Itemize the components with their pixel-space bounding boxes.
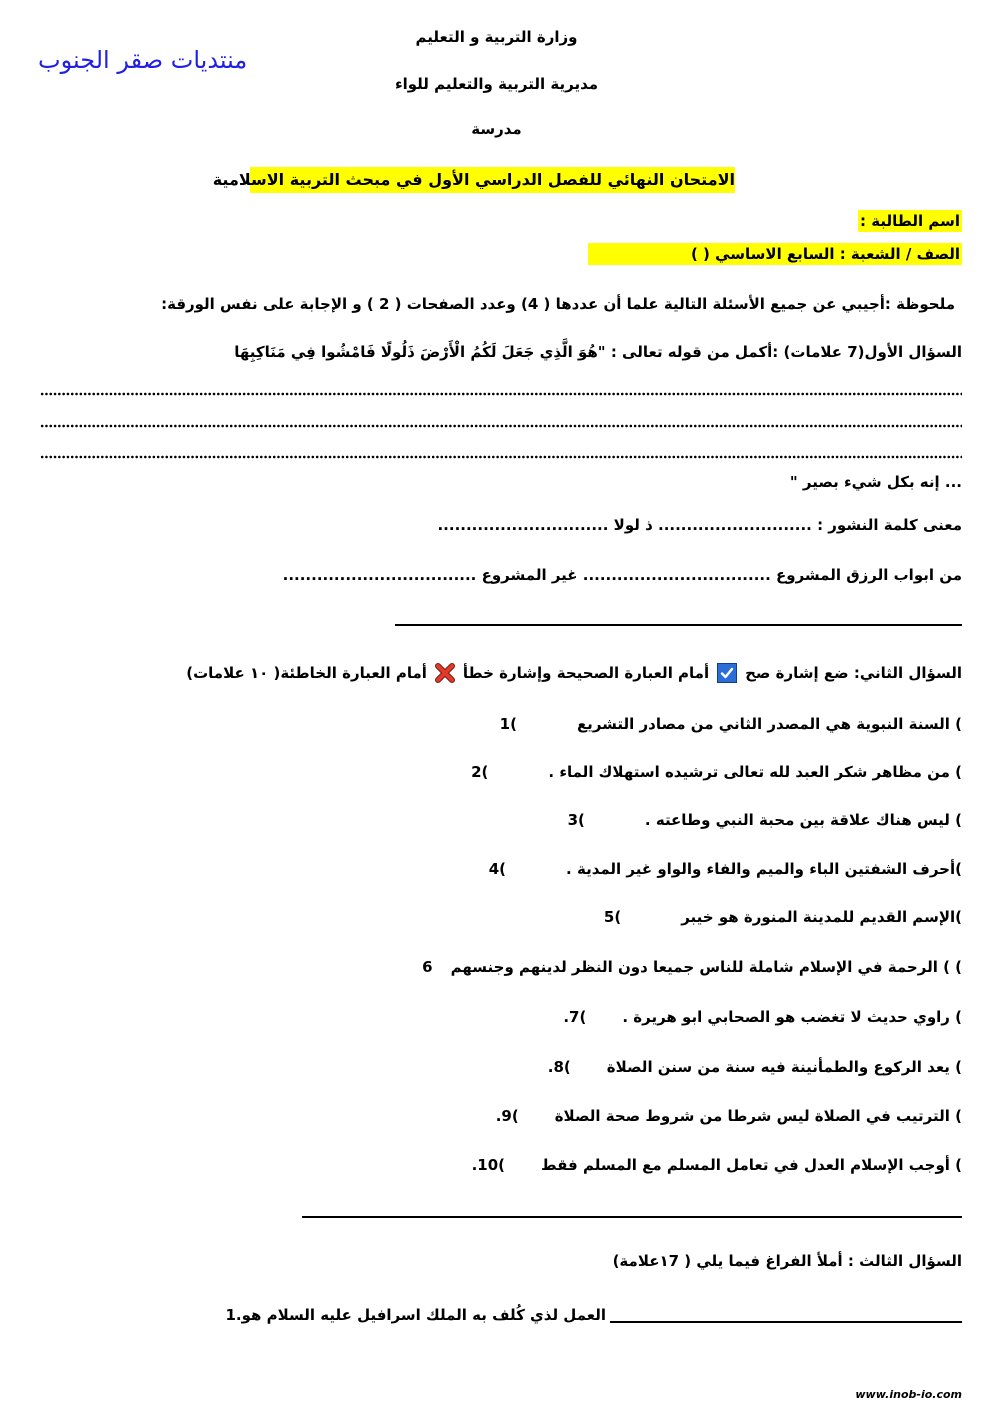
item-number: 1( [499,715,517,733]
answer-blank-line[interactable] [610,1307,962,1323]
true-false-item-1 [489,715,962,733]
item-number: 5( [603,908,622,926]
school-heading: مدرسة [471,120,522,138]
meaning-question: معنى كلمة النشور : ........................... ذ لولا .............................. [437,516,962,534]
true-false-item-4 [478,860,962,878]
question1-prompt: السؤال الأول(7 علامات) :أكمل من قوله تعالى : "هُوَ الَّذِي جَعَلَ لَكُمُ الْأَرْضَ ذَلُولًا فَامْشُوا فِي مَنَاكِبِهَا [234,343,962,361]
question2-prompt-part1: السؤال الثاني: ضع إشارة صح [745,664,962,682]
answer-dotted-line-1[interactable] [40,392,962,396]
true-false-item-10 [469,1156,962,1174]
footer-url: www.inob-io.com [855,1388,962,1401]
item-text: ) من مظاهر شكر العبد لله تعالى ترشيده استهلاك الماء . [548,763,962,781]
question2-prompt-part3: أمام العبارة الخاطئة( ١٠ علامات) [186,664,427,682]
question2-prompt-part2: أمام العبارة الصحيحة وإشارة خطأ [462,664,710,682]
answer-dotted-line-2[interactable] [40,424,962,428]
item-text: ) أوجب الإسلام العدل في تعامل المسلم مع المسلم فقط [541,1156,962,1174]
item-text: ) السنة النبوية هي المصدر الثاني من مصادر التشريع [576,715,962,733]
section-divider-2 [302,1216,962,1218]
check-icon [717,663,737,683]
section-divider-1 [395,624,962,626]
student-name-label: اسم الطالبة : [860,212,960,230]
true-false-item-9 [491,1107,962,1125]
answer-dotted-line-3[interactable] [40,455,962,459]
directorate-heading: مديرية التربية والتعليم للواء [394,75,599,93]
item-number: 1. [225,1306,242,1324]
item-number: 4( [488,860,507,878]
fill-blank-item-1 [222,1306,962,1324]
exam-title: الامتحان النهائي للفصل الدراسي الأول في مبحث التربية الاسلامية [250,167,735,193]
item-text: ) الترتيب في الصلاة ليس شرطا من شروط صحة الصلاة [554,1107,962,1125]
true-false-item-2 [460,763,962,781]
sustenance-question: من ابواب الرزق المشروع ................................. غير المشروع .................................. [282,566,962,584]
item-text: ) ) الرحمة في الإسلام شاملة للناس جميعا دون النظر لدينهم وجنسهم [450,958,962,976]
cross-icon [435,663,455,683]
item-number: .8( [547,1058,571,1076]
question2-prompt [186,663,962,683]
item-text: ) ليس هناك علاقة بين محبة النبي وطاعته . [644,811,962,829]
item-number: 2( [471,763,489,781]
true-false-item-3 [557,811,962,829]
item-number: .7( [563,1008,587,1026]
class-section-label: الصف / الشعبة : السابع الاساسي ( ) [588,243,962,265]
verse-ending: ... إنه بكل شيء بصير " [789,473,962,491]
item-number: .9( [495,1107,519,1125]
item-number: .10( [471,1156,506,1174]
true-false-item-7 [558,1008,962,1026]
question3-prompt: السؤال الثالث : أملأ الفراغ فيما يلي ( ١7علامة) [612,1252,962,1270]
true-false-item-8 [543,1058,962,1076]
true-false-item-6 [411,958,962,976]
item-text: )أحرف الشفتين الباء والميم والفاء والواو غير المدية . [566,860,962,878]
item-text: العمل لذي كُلف به الملك اسرافيل عليه السلام هو [241,1306,606,1324]
item-text: ) يعد الركوع والطمأنينة فيه سنة من سنن الصلاة [606,1058,962,1076]
exam-note: ملحوظة :أجيبي عن جميع الأسئلة التالية علما أن عددها ( 4) وعدد الصفحات ( 2 ) و الإجابة على نفس الورقة: [161,295,955,313]
item-number: 3( [567,811,585,829]
item-text: ) راوي حديث لا تغضب هو الصحابي ابو هريرة . [622,1008,962,1026]
forum-watermark: منتديات صقر الجنوب [38,46,248,74]
item-text: )الإسم القديم للمدينة المنورة هو خيبر [681,908,962,926]
true-false-item-5 [593,908,962,926]
item-number: 6 [422,958,433,976]
ministry-heading: وزارة التربية و التعليم [415,28,578,46]
